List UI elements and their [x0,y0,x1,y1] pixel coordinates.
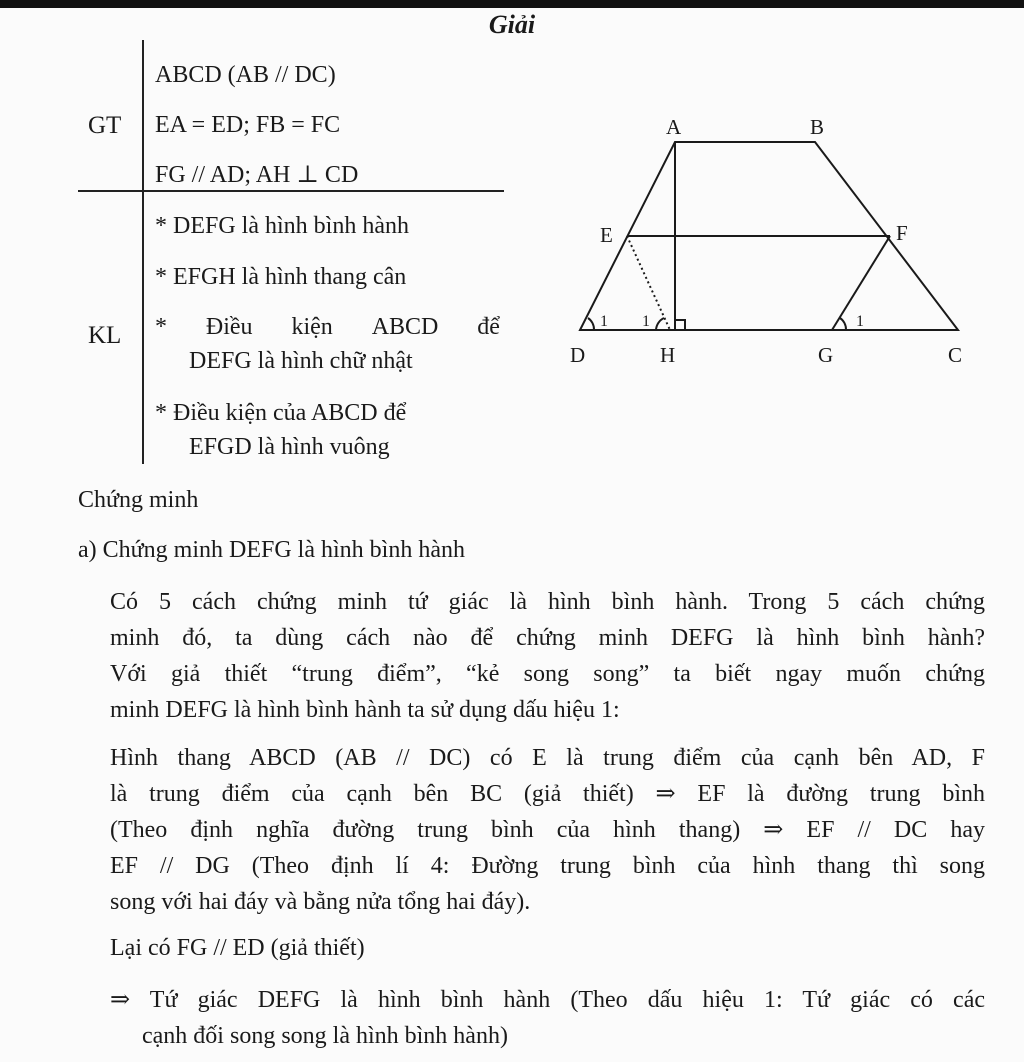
point-label-d: D [570,343,586,367]
text-line: minh đó, ta dùng cách nào để chứng minh DEFG là hình bình hành? [110,625,985,651]
kl-item: * DEFG là hình bình hành [155,213,409,239]
point-label-c: C [948,343,963,367]
kl-word: Điều [205,314,253,340]
paragraph-4 [110,982,985,1054]
table-vertical-divider [142,40,144,464]
text-line: minh DEFG là hình bình hành ta sử dụng dấu hiệu 1: [110,697,620,723]
kl-word: ABCD [371,314,439,340]
text-line: là trung điểm của cạnh bên BC (giả thiết) ⇒ EF là đường trung bình [110,781,985,807]
angle-label-d1: 1 [600,313,608,330]
paragraph-3: Lại có FG // ED (giả thiết) [110,935,365,961]
point-label-a: A [666,115,682,139]
kl-line: * Điều kiện của ABCD để [155,400,407,426]
text-line: cạnh đối song song là hình bình hành) [142,1023,508,1049]
kl-word: kiện [291,314,333,340]
top-border [0,0,1024,8]
gt-item: FG // AD; AH ⊥ CD [155,162,359,188]
text-line: Với giả thiết “trung điểm”, “kẻ song song” ta biết ngay muốn chứng [110,661,985,687]
text-line: Có 5 cách chứng minh tứ giác là hình bình hành. Trong 5 cách chứng [110,589,985,615]
text-line: (Theo định nghĩa đường trung bình của hình thang) ⇒ EF // DC hay [110,817,985,843]
text-line: ⇒ Tứ giác DEFG là hình bình hành (Theo dấu hiệu 1: Tứ giác có các [110,987,985,1013]
table-horizontal-divider [78,190,504,192]
gt-label: GT [88,112,122,139]
kl-label: KL [88,322,122,349]
page-title: Giải [488,10,536,39]
text-line: Hình thang ABCD (AB // DC) có E là trung điểm của cạnh bên AD, F [110,745,985,771]
angle-mark-d [588,318,594,330]
kl-item [155,310,500,378]
proof-heading: Chứng minh [78,487,199,513]
text-line: EF // DG (Theo định lí 4: Đường trung bình của hình thang thì song [110,853,985,879]
kl-word: để [477,314,500,340]
point-label-b: B [810,115,825,139]
right-angle-mark [675,320,685,330]
paragraph-1 [110,584,985,728]
gt-item: ABCD (AB // DC) [155,62,336,88]
part-a-heading: a) Chứng minh DEFG là hình bình hành [78,537,465,563]
point-label-h: H [660,343,676,367]
angle-label-h1: 1 [642,313,650,330]
paragraph-2 [110,740,985,920]
kl-star: * [155,314,167,340]
point-label-e: E [600,223,613,247]
kl-item: * EFGH là hình thang cân [155,264,407,290]
angle-mark-g [840,318,846,330]
angle-mark-h [656,318,664,330]
kl-line: DEFG là hình chữ nhật [189,348,413,374]
gt-item: EA = ED; FB = FC [155,112,341,138]
text-line: song với hai đáy và bằng nửa tổng hai đáy). [110,889,531,915]
point-label-f: F [896,221,908,245]
kl-line: EFGD là hình vuông [189,434,390,460]
angle-label-g1: 1 [856,313,864,330]
kl-item [155,396,500,464]
point-label-g: G [818,343,834,367]
trapezoid-diagram [560,100,990,380]
